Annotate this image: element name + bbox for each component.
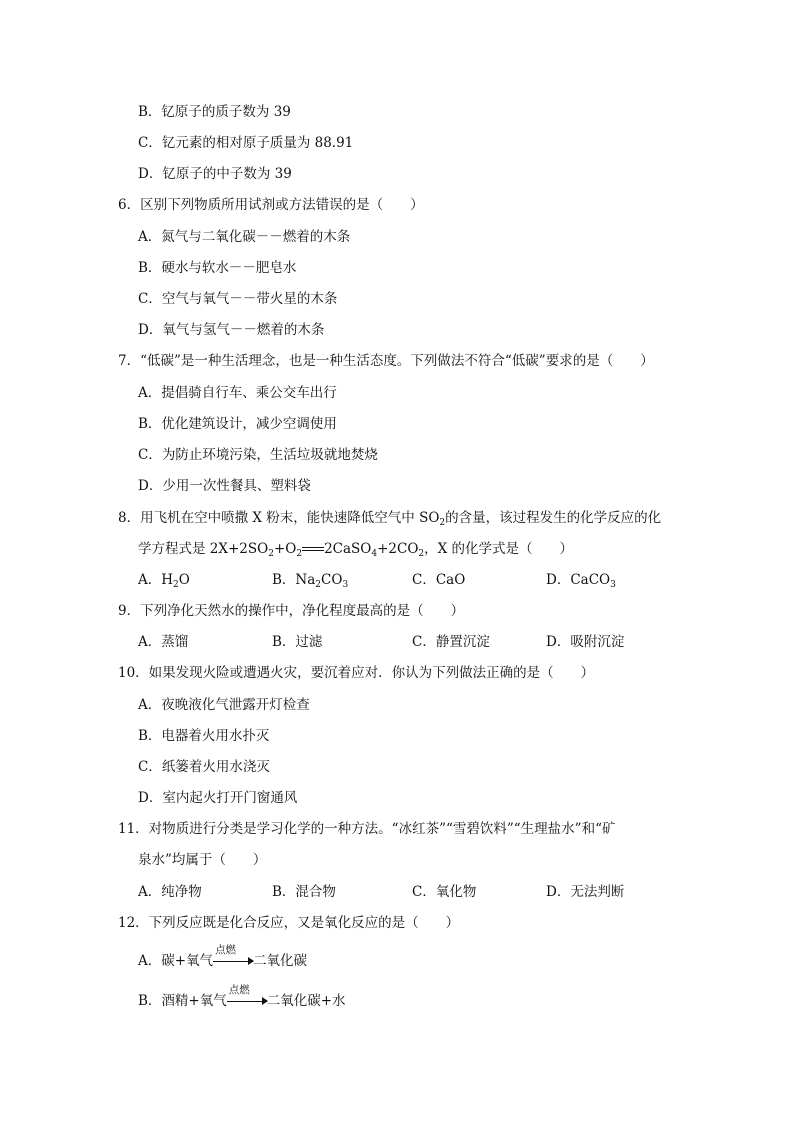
q8-option-d xyxy=(546,571,616,589)
equation-text: 2CaSO xyxy=(324,541,372,557)
subscript: 3 xyxy=(610,580,616,590)
equation-text: 学方程式是 2X+2SO xyxy=(138,541,269,557)
equation-text: ，X 的化学式是（ ） xyxy=(424,541,574,557)
q11-option-b: B．混合物 xyxy=(272,884,336,900)
q11-stem-line2: 泉水”均属于（ ） xyxy=(138,852,267,868)
subscript: 2 xyxy=(173,580,179,590)
q7-option-b: B．优化建筑设计，减少空调使用 xyxy=(138,416,337,432)
subscript: 4 xyxy=(371,549,378,559)
reaction-arrow xyxy=(213,944,253,970)
q10-stem: 10．如果发现火险或遭遇火灾，要沉着应对．你认为下列做法正确的是（ ） xyxy=(118,665,595,681)
q12-option-b xyxy=(138,984,346,1010)
q10-option-b: B．电器着火用水扑灭 xyxy=(138,728,270,744)
subscript: 2 xyxy=(296,549,303,559)
q10-option-d: D．室内起火打开门窗通风 xyxy=(138,790,298,806)
q8-option-c: C．CaO xyxy=(412,572,466,588)
q11-option-a: A．纯净物 xyxy=(138,884,202,900)
q6-option-a: A．氮气与二氧化碳－－燃着的木条 xyxy=(138,229,351,245)
equation-text: +O xyxy=(273,541,297,557)
q10-option-c: C．纸篓着火用水浇灭 xyxy=(138,759,270,775)
subscript: 2 xyxy=(268,549,274,559)
q7-option-a: A．提倡骑自行车、乘公交车出行 xyxy=(138,385,337,401)
q7-option-d: D．少用一次性餐具、塑料袋 xyxy=(138,478,311,494)
q10-option-a: A．夜晚液化气泄露开灯检查 xyxy=(138,697,310,713)
q6-stem: 6．区别下列物质所用试剂或方法错误的是（ ） xyxy=(118,197,424,213)
reaction-condition: 点燃 xyxy=(215,944,237,956)
subscript: 2 xyxy=(315,580,322,590)
option-text: CO xyxy=(321,572,343,588)
q6-option-d: D．氧气与氢气－－燃着的木条 xyxy=(138,322,325,338)
products: 二氧化碳+水 xyxy=(266,993,346,1009)
q7-stem: 7．“低碳”是一种生活理念，也是一种生活态度。下列做法不符合“低碳”要求的是（ ） xyxy=(118,353,654,369)
q6-option-b: B．硬水与软水－－肥皂水 xyxy=(138,260,297,276)
q12-stem: 12．下列反应既是化合反应，又是氧化反应的是（ ） xyxy=(118,915,460,931)
option-text: D．CaCO xyxy=(546,572,611,588)
q7-option-c: C．为防止环境污染，生活垃圾就地焚烧 xyxy=(138,447,378,463)
q9-stem: 9．下列净化天然水的操作中，净化程度最高的是（ ） xyxy=(118,603,465,619)
q8-stem-line1 xyxy=(118,509,661,527)
q5-option-d: D．钇原子的中子数为 39 xyxy=(138,166,292,182)
q8-option-a xyxy=(138,571,190,589)
subscript: 3 xyxy=(342,580,349,590)
reaction-condition: 点燃 xyxy=(228,984,250,996)
reactants: B．酒精+氧气 xyxy=(138,993,227,1009)
subscript: 2 xyxy=(439,518,446,528)
q11-option-c: C．氧化物 xyxy=(412,884,477,900)
q9-option-d: D．吸附沉淀 xyxy=(546,634,625,650)
q8-option-b xyxy=(272,571,348,589)
q9-option-b: B．过滤 xyxy=(272,634,323,650)
q6-option-c: C．空气与氧气－－带火星的木条 xyxy=(138,291,338,307)
option-text: A．H xyxy=(138,572,174,588)
reaction-arrow xyxy=(227,984,267,1010)
q5-option-c: C．钇元素的相对原子质量为 88.91 xyxy=(138,135,354,151)
q9-option-c: C．静置沉淀 xyxy=(412,634,490,650)
q8-stem-line2 xyxy=(138,540,573,558)
q8-stem-text: 的含量，该过程发生的化学反应的化 xyxy=(445,510,662,526)
q12-option-a xyxy=(138,944,308,970)
reactants: A．碳+氧气 xyxy=(138,953,214,969)
q5-option-b: B．钇原子的质子数为 39 xyxy=(138,104,291,120)
option-text: O xyxy=(178,572,190,588)
equation-text: +2CO xyxy=(377,541,419,557)
products: 二氧化碳 xyxy=(253,953,308,969)
q9-option-a: A．蒸馏 xyxy=(138,634,189,650)
q8-stem-text: 8．用飞机在空中喷撒 X 粉末，能快速降低空气中 SO xyxy=(118,510,440,526)
option-text: B．Na xyxy=(272,572,316,588)
equals-sign xyxy=(302,540,324,558)
q11-option-d: D．无法判断 xyxy=(546,884,625,900)
q11-stem-line1: 11．对物质进行分类是学习化学的一种方法。“冰红茶”“雪碧饮料”“生理盐水”和“矿 xyxy=(118,821,616,837)
subscript: 2 xyxy=(418,549,425,559)
